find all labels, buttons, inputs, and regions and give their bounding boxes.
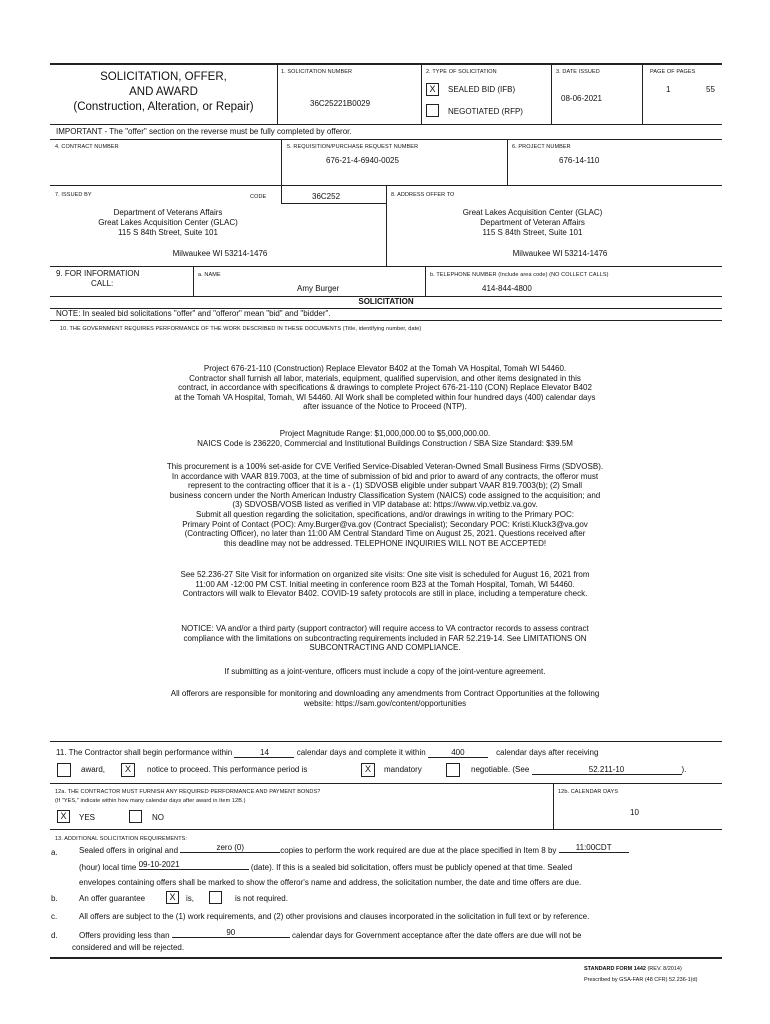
block1-label: 1. SOLICITATION NUMBER (281, 69, 353, 75)
block6-label: 6. PROJECT NUMBER (512, 144, 571, 150)
item-a-text1: Sealed offers in original and (79, 846, 179, 855)
text-line: NAICS Code is 236220, Commercial and Institutional Buildings Construction / SBA Size Standard: $39.5M (197, 438, 573, 448)
text-line: SUBCONTRACTING AND COMPLIANCE. (309, 643, 461, 653)
text-line: If submitting as a joint-venture, officers must include a copy of the joint-venture agreement. (224, 667, 546, 676)
text-line: See 52.236-27 Site Visit for information on organized site visits: One site visit is scheduled for August 16, 2021 from (180, 570, 590, 579)
phone-label: b. TELEPHONE NUMBER (Include area code) (NO COLLECT CALLS) (430, 272, 609, 278)
issued-by-line2: Great Lakes Acquisition Center (GLAC) (98, 218, 238, 227)
vrule-code (281, 185, 282, 203)
block3-label: 3. DATE ISSUED (556, 69, 600, 75)
item-c-text: All offers are subject to the (1) work requirements, and (2) other provisions and clauses incorporated in the solicitation in full text or by reference. (79, 912, 590, 921)
due-date[interactable]: 09-10-2021 (139, 860, 249, 870)
item-b-text1: An offer guarantee (79, 894, 146, 903)
issued-by-address (55, 208, 281, 238)
text-line: Project Magnitude Range: $1,000,000.00 to $5,000,000.00. (279, 429, 491, 438)
acceptance-days[interactable]: 90 (172, 928, 290, 938)
address-line2: Department of Veteran Affairs (480, 218, 585, 227)
project-number[interactable]: 676-14-110 (559, 156, 600, 165)
item-a-text4: (date). If this is a sealed bid solicitation, offers must be publicly opened at that time. Sealed (250, 863, 573, 872)
issued-by-line1: Department of Veterans Affairs (113, 208, 223, 217)
text-line: Contractor shall furnish all labor, materials, equipment, qualified supervision, and other items designated in this (189, 373, 581, 383)
description-p4 (80, 570, 690, 599)
block11-text2: calendar days and complete it within (296, 748, 426, 757)
award-checkbox[interactable] (57, 763, 71, 777)
vrule-r7 (386, 185, 387, 266)
text-line: compliance with the limitations on subcontracting requirements included in FAR 52.219-14. See LIMITATIONS ON (183, 633, 587, 643)
rule-top (50, 63, 722, 65)
footer-form-rev: (REV. 8/2014) (647, 966, 682, 972)
mandatory-label: mandatory (384, 765, 422, 774)
rule-row7-bottom (50, 266, 722, 267)
page-number: 1 (666, 85, 671, 94)
address-offer-to (395, 208, 670, 238)
pages-label: PAGE OF PAGES (650, 69, 696, 75)
solicitation-number[interactable]: 36C25221B0029 (310, 99, 371, 108)
text-line: (Contracting Officer), no later than 11:00 AM Central Standard Time on August 25, 2021. Questions received after (184, 529, 586, 539)
contact-name[interactable]: Amy Burger (297, 284, 340, 293)
rule-desc-bottom (50, 741, 722, 742)
text-line: Primary Point of Contact (POC): Amy.Burger@va.gov (Contract Specialist); Secondary POC: Kristi.Kluck3@va.gov (182, 519, 588, 529)
bonds-no-label: NO (152, 813, 164, 822)
guarantee-is-checkbox[interactable]: X (166, 891, 179, 904)
text-line: NOTICE: VA and/or a third party (support contractor) will require access to VA contractor records to assess contract (181, 624, 589, 633)
vrule-h4 (642, 63, 643, 124)
ntp-label: notice to proceed. This performance period is (147, 765, 308, 774)
sealed-bid-checkbox[interactable]: X (426, 83, 439, 96)
footer-form (584, 966, 682, 972)
see-reference[interactable]: 52.211-10 (532, 765, 682, 775)
text-line: Project 676-21-110 (Construction) Replace Elevator B402 at the Tomah VA Hospital, Tomah WI 54460. (203, 364, 567, 373)
sealed-bid-note: NOTE: In sealed bid solicitations "offer" and "offeror" mean "bid" and "bidder". (56, 309, 331, 318)
item-d-text2: calendar days for Government acceptance after the date offers are due will not be (292, 931, 582, 940)
block7-label: 7. ISSUED BY (55, 192, 92, 198)
item-a-letter: a. (51, 848, 58, 857)
date-issued[interactable]: 08-06-2021 (561, 94, 602, 103)
negotiated-checkbox[interactable] (426, 104, 439, 117)
issued-by-city: Milwaukee WI 53214-1476 (172, 249, 268, 258)
negotiable-label (471, 765, 686, 775)
bonds-no-checkbox[interactable] (129, 810, 142, 823)
rule-12-bottom (50, 829, 722, 830)
ntp-checkbox[interactable]: X (121, 763, 135, 777)
block8-label: 8. ADDRESS OFFER TO (391, 192, 455, 198)
begin-days[interactable]: 14 (234, 748, 294, 758)
footer-form-name: STANDARD FORM 1442 (584, 966, 646, 972)
due-time[interactable]: 11:00CDT (559, 843, 629, 853)
item-a-text5: envelopes containing offers shall be marked to show the offeror's name and address, the solicitation number, the date and time offers are due. (79, 878, 582, 887)
description-p3 (80, 462, 690, 548)
bonds-yes-label: YES (79, 813, 96, 822)
guarantee-not-label: is not required. (235, 894, 288, 903)
item-a-text3: (hour) local time (79, 863, 137, 872)
sealed-bid-label: SEALED BID (IFB) (448, 85, 516, 94)
vrule-h1 (277, 63, 278, 124)
address-offer-city: Milwaukee WI 53214-1476 (512, 249, 608, 258)
negotiable-checkbox[interactable] (446, 763, 460, 777)
block12a-sublabel: (If "YES," indicate within how many calendar days after award in Item 12B.) (55, 798, 246, 804)
address-line1: Great Lakes Acquisition Center (GLAC) (462, 208, 603, 217)
vrule-r4b (507, 139, 508, 185)
page-count: 55 (706, 85, 715, 94)
description-p2 (80, 429, 690, 448)
description-p1 (80, 364, 690, 412)
rule-bottom (50, 957, 722, 959)
item-d-text1: Offers providing less than (79, 931, 170, 940)
item-d-line1 (79, 928, 582, 941)
block5-label: 5. REQUISITION/PURCHASE REQUEST NUMBER (287, 144, 419, 150)
item-b-letter: b. (51, 894, 58, 903)
item-a-line1 (79, 843, 629, 856)
award-label: award, (81, 765, 106, 774)
block12b-label: 12b. CALENDAR DAYS (558, 789, 619, 795)
rule-header-bottom (50, 124, 722, 125)
address-line3: 115 S 84th Street, Suite 101 (482, 228, 583, 237)
rule-11-bottom (50, 783, 722, 784)
negotiated-label: NEGOTIATED (RFP) (448, 107, 523, 116)
vrule-h3 (551, 63, 552, 124)
name-label: a. NAME (198, 272, 221, 278)
text-line: Contractors will walk to Elevator B402. COVID-19 safety protocols are still in place, including a temperature check. (182, 589, 588, 599)
text-line: contract, in accordance with specifications & drawings to complete Project 676-21-110 (CON) Replace Elevator B402 (178, 383, 592, 393)
footer-prescribed: Prescribed by GSA-FAR (48 CFR) 52.236-1(d) (584, 977, 698, 983)
text-line: website: https://sam.gov/content/opportunities (303, 698, 467, 708)
complete-days[interactable]: 400 (428, 748, 488, 758)
bonds-yes-checkbox[interactable]: X (57, 810, 70, 823)
block10-label: 10. THE GOVERNMENT REQUIRES PERFORMANCE OF THE WORK DESCRIBED IN THESE DOCUMENTS (Title, identifying number, date) (60, 326, 422, 332)
contact-phone[interactable]: 414-844-4800 (482, 284, 532, 293)
close-paren: ). (681, 765, 687, 774)
text-line: In accordance with VAAR 819.7003, at the time of submission of bid and prior to award of any contracts, the offeror must (171, 471, 599, 481)
item-d-letter: d. (51, 931, 58, 940)
vrule-r12 (553, 783, 554, 829)
text-line: business concern under the North American Industry Classification System (NAICS) code assigned to the acquisition; and (169, 490, 601, 500)
description-p7 (80, 689, 690, 708)
copies-count[interactable]: zero (0) (180, 843, 280, 853)
text-line: This procurement is a 100% set-aside for CVE Verified Service-Disabled Veteran-Owned Small Business Firms (SDVOSB). (166, 462, 604, 471)
block12a-label: 12a. THE CONTRACTOR MUST FURNISH ANY REQUIRED PERFORMANCE AND PAYMENT BONDS? (55, 789, 321, 795)
calendar-days[interactable]: 10 (630, 808, 639, 817)
negotiable-text: negotiable. (See (471, 765, 530, 774)
issued-by-line3: 115 S 84th Street, Suite 101 (118, 228, 218, 237)
guarantee-is-label: is, (186, 894, 194, 903)
description-p6 (80, 667, 690, 677)
text-line: represent to the contracting officer that it is a - (1) SDVOSB eligible under subpart VAAR 819.7003(b); (2) Small (187, 481, 583, 491)
block9-label (56, 269, 139, 289)
important-notice: IMPORTANT - The "offer" section on the reverse must be fully completed by offeror. (56, 127, 352, 136)
item-c-letter: c. (51, 912, 58, 921)
text-line: Submit all question regarding the solicitation, specifications, and/or drawings in writing to the Primary POC: (196, 509, 574, 519)
item-a-text2: copies to perform the work required are due at the place specified in Item 8 by (280, 846, 557, 855)
vrule-r9b (425, 266, 426, 296)
form-title-line1: SOLICITATION, OFFER, (100, 71, 227, 83)
block2-label: 2. TYPE OF SOLICITATION (426, 69, 497, 75)
vrule-r9a (193, 266, 194, 296)
block11-text1: 11. The Contractor shall begin performance within (56, 748, 233, 757)
code-label: CODE (250, 194, 267, 200)
vrule-h2 (421, 63, 422, 124)
form-title-line3: (Construction, Alteration, or Repair) (73, 101, 254, 113)
item-d-text3: considered and will be rejected. (72, 943, 185, 952)
vrule-r4a (281, 139, 282, 185)
text-line: after issuance of the Notice to Proceed (NTP). (303, 402, 467, 412)
text-line: (3) SDVOSB/VOSB listed as verified in VIP database at: https://www.vip.vetbiz.va.gov. (232, 500, 538, 510)
description-p5 (80, 624, 690, 653)
text-line: All offerors are responsible for monitoring and downloading any amendments from Contract Opportunities at the following (170, 689, 600, 698)
rule-important-bottom (50, 139, 722, 140)
requisition-number[interactable]: 676-21-4-6940-0025 (326, 156, 399, 165)
form-title-line2: AND AWARD (129, 86, 198, 98)
text-line: at the Tomah VA Hospital, Tomah, WI 54460. All Work shall be completed within four hundred days (400) calendar days (174, 392, 596, 402)
rule-code-box (281, 203, 386, 204)
item-a-line2 (79, 860, 573, 873)
form-title (50, 70, 277, 115)
text-line: this deadline may not be addressed. TELEPHONE INQUIRIES WILL NOT BE ACCEPTED! (223, 538, 547, 548)
mandatory-checkbox[interactable]: X (361, 763, 375, 777)
block9-label-line1: 9. FOR INFORMATION (56, 269, 140, 278)
block9-label-line2: CALL: (91, 279, 114, 288)
block11-line1 (56, 748, 598, 758)
solicitation-header: SOLICITATION (358, 297, 414, 306)
guarantee-not-checkbox[interactable] (209, 891, 222, 904)
text-line: 11:00 AM -12:00 PM CST. Initial meeting in conference room B23 at the Tomah Hospital, Tomah, WI 54460. (195, 579, 575, 589)
block4-label: 4. CONTRACT NUMBER (55, 144, 119, 150)
issuing-code[interactable]: 36C252 (312, 192, 341, 201)
block13-label: 13. ADDITIONAL SOLICITATION REQUIREMENTS: (55, 836, 188, 842)
rule-note-bottom (50, 320, 722, 321)
block11-text3: calendar days after receiving (496, 748, 599, 757)
